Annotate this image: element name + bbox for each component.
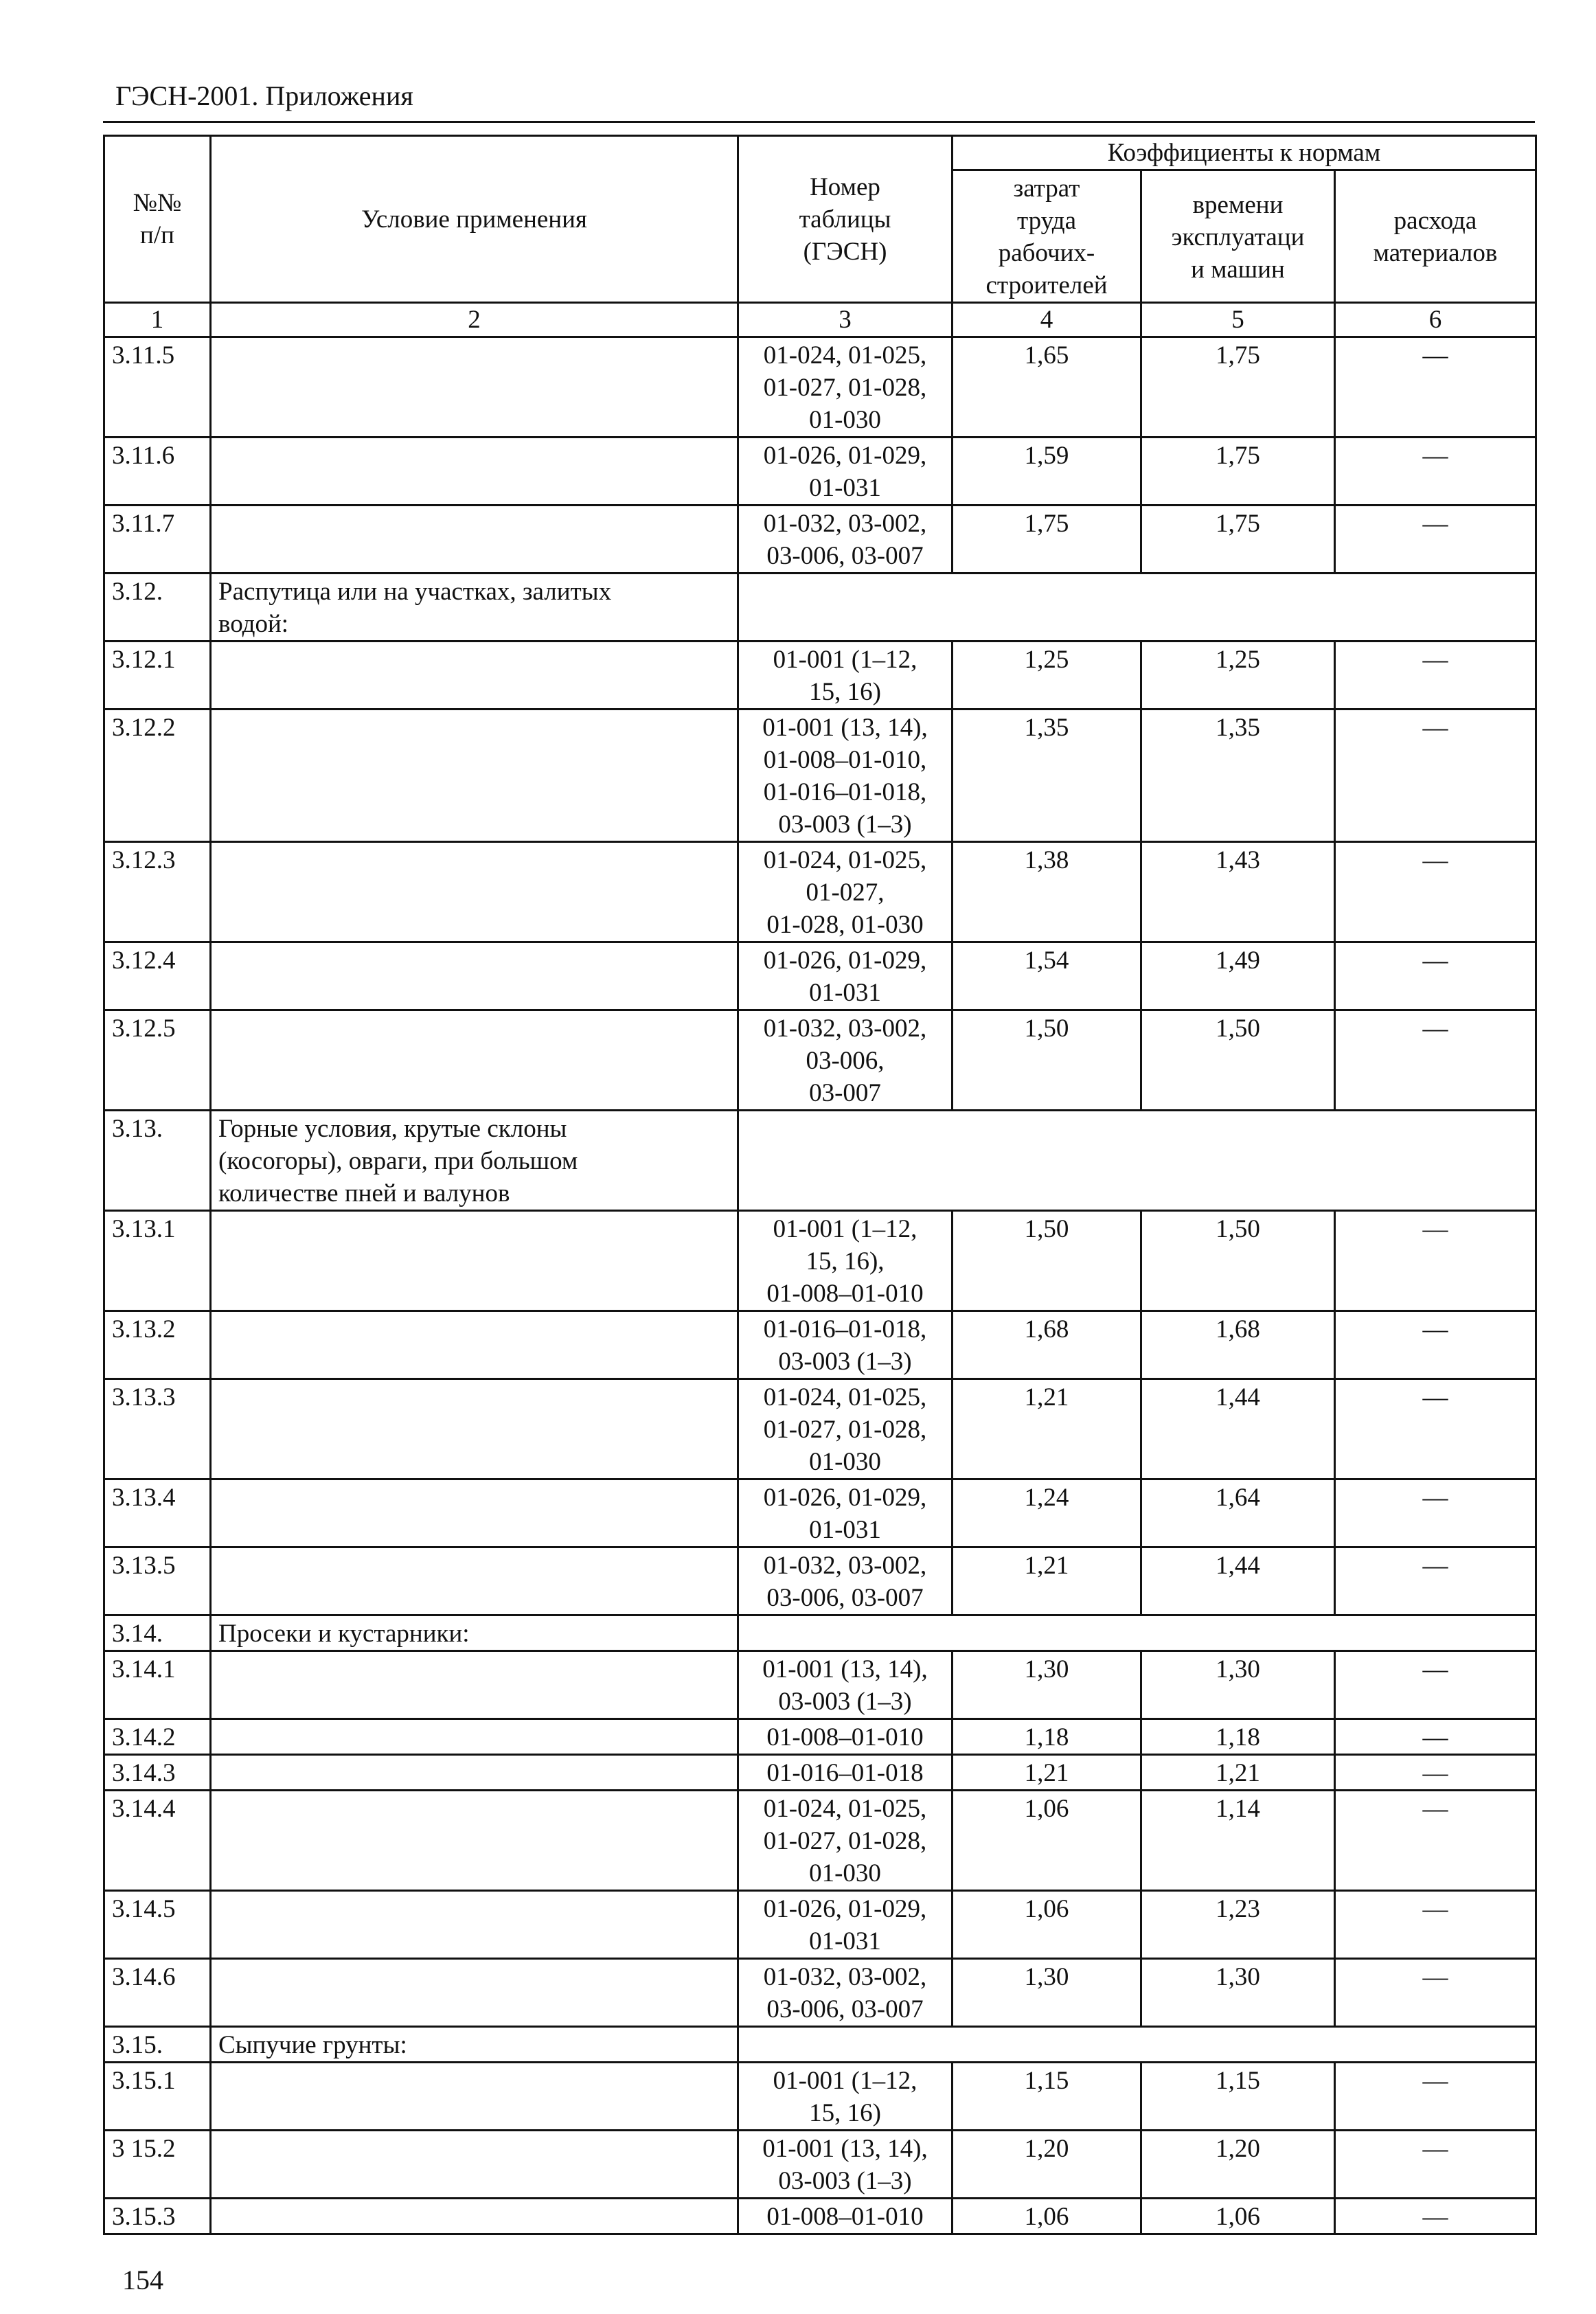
- row-table-numbers: 01-026, 01-029, 01-031: [738, 1479, 953, 1547]
- row-condition: [211, 2131, 738, 2199]
- row-table-numbers: 01-032, 03-002, 03-006, 03-007: [738, 1010, 953, 1111]
- row-condition: [211, 1479, 738, 1547]
- row-coef-machines: 1,25: [1141, 642, 1335, 710]
- header-col-num: №№ п/п: [104, 136, 211, 303]
- header-group-coefficients: Коэффициенты к нормам: [953, 136, 1536, 170]
- row-condition: [211, 1959, 738, 2027]
- row-number: 3.13.4: [104, 1479, 211, 1547]
- coefficients-table: [103, 135, 1537, 2235]
- table-row: [104, 842, 1536, 942]
- row-coef-materials: —: [1335, 1719, 1536, 1755]
- row-coef-labor: 1,54: [953, 942, 1141, 1010]
- section-row: [104, 1615, 1536, 1651]
- row-number: 3.14.3: [104, 1755, 211, 1791]
- page-number: 154: [122, 2265, 163, 2295]
- row-coef-labor: 1,30: [953, 1959, 1141, 2027]
- row-condition: [211, 1891, 738, 1959]
- row-coef-machines: 1,75: [1141, 438, 1335, 506]
- row-table-numbers: 01-032, 03-002, 03-006, 03-007: [738, 1959, 953, 2027]
- table-row: [104, 1547, 1536, 1615]
- table-row: [104, 2063, 1536, 2131]
- table-row: [104, 1379, 1536, 1479]
- row-condition: [211, 1211, 738, 1311]
- row-coef-materials: —: [1335, 1791, 1536, 1891]
- table-row: [104, 1891, 1536, 1959]
- row-condition: [211, 2063, 738, 2131]
- row-coef-machines: 1,68: [1141, 1311, 1335, 1379]
- row-table-numbers: 01-026, 01-029, 01-031: [738, 438, 953, 506]
- row-coef-machines: 1,50: [1141, 1010, 1335, 1111]
- column-number: 4: [953, 303, 1141, 337]
- row-number: 3.14.4: [104, 1791, 211, 1891]
- column-number: 5: [1141, 303, 1335, 337]
- row-coef-labor: 1,21: [953, 1547, 1141, 1615]
- row-table-numbers: 01-001 (13, 14), 01-008–01-010, 01-016–01-018, 03-003 (1–3): [738, 710, 953, 842]
- row-coef-machines: 1,49: [1141, 942, 1335, 1010]
- row-number: 3.13.3: [104, 1379, 211, 1479]
- row-number: 3 15.2: [104, 2131, 211, 2199]
- row-condition: Распутица или на участках, залитых водой:: [211, 574, 738, 642]
- row-table-numbers: 01-024, 01-025, 01-027, 01-028, 01-030: [738, 1791, 953, 1891]
- row-coef-machines: 1,06: [1141, 2199, 1335, 2234]
- row-table-numbers: 01-008–01-010: [738, 2199, 953, 2234]
- row-number: 3.13.1: [104, 1211, 211, 1311]
- section-row: [104, 574, 1536, 642]
- row-condition: [211, 642, 738, 710]
- table-body: [104, 337, 1536, 2234]
- column-number: 6: [1335, 303, 1536, 337]
- header-col-labor: затрат труда рабочих- строителей: [953, 170, 1141, 303]
- table-row: [104, 506, 1536, 574]
- header-column-numbers: [104, 303, 1536, 337]
- row-coef-materials: —: [1335, 710, 1536, 842]
- row-condition: [211, 710, 738, 842]
- section-row: [104, 1111, 1536, 1211]
- row-table-numbers: 01-024, 01-025, 01-027, 01-028, 01-030: [738, 1379, 953, 1479]
- row-coef-labor: 1,38: [953, 842, 1141, 942]
- row-condition: Просеки и кустарники:: [211, 1615, 738, 1651]
- row-condition: [211, 1755, 738, 1791]
- row-coef-materials: —: [1335, 1211, 1536, 1311]
- column-number: 3: [738, 303, 953, 337]
- row-coef-materials: —: [1335, 842, 1536, 942]
- row-coef-materials: —: [1335, 506, 1536, 574]
- row-coef-labor: 1,68: [953, 1311, 1141, 1379]
- row-table-numbers: 01-016–01-018, 03-003 (1–3): [738, 1311, 953, 1379]
- table-row: [104, 2131, 1536, 2199]
- row-table-numbers: 01-032, 03-002, 03-006, 03-007: [738, 506, 953, 574]
- row-coef-materials: —: [1335, 337, 1536, 438]
- table-row: [104, 438, 1536, 506]
- row-number: 3.15.: [104, 2027, 211, 2063]
- row-coef-labor: 1,75: [953, 506, 1141, 574]
- table-header: [104, 136, 1536, 337]
- row-coef-machines: 1,43: [1141, 842, 1335, 942]
- row-coef-materials: —: [1335, 438, 1536, 506]
- table-row: [104, 1719, 1536, 1755]
- row-table-numbers: 01-026, 01-029, 01-031: [738, 942, 953, 1010]
- row-number: 3.13.2: [104, 1311, 211, 1379]
- row-table-numbers: 01-008–01-010: [738, 1719, 953, 1755]
- row-coef-machines: 1,44: [1141, 1379, 1335, 1479]
- row-condition: [211, 1379, 738, 1479]
- table-row: [104, 1479, 1536, 1547]
- table-row: [104, 942, 1536, 1010]
- row-condition: [211, 942, 738, 1010]
- row-number: 3.13.: [104, 1111, 211, 1211]
- column-number: 2: [211, 303, 738, 337]
- row-condition: [211, 1651, 738, 1719]
- row-table-numbers: 01-001 (1–12, 15, 16): [738, 642, 953, 710]
- row-number: 3.11.5: [104, 337, 211, 438]
- row-table-numbers: 01-016–01-018: [738, 1755, 953, 1791]
- row-coef-materials: —: [1335, 1651, 1536, 1719]
- header-col-condition: Условие применения: [211, 136, 738, 303]
- row-coef-materials: —: [1335, 1479, 1536, 1547]
- row-coef-machines: 1,44: [1141, 1547, 1335, 1615]
- row-coef-machines: 1,21: [1141, 1755, 1335, 1791]
- row-number: 3.15.3: [104, 2199, 211, 2234]
- row-condition: Горные условия, крутые склоны (косогоры), овраги, при большом количестве пней и валунов: [211, 1111, 738, 1211]
- row-coef-materials: —: [1335, 2199, 1536, 2234]
- row-table-numbers: 01-001 (13, 14), 03-003 (1–3): [738, 1651, 953, 1719]
- row-number: 3.11.7: [104, 506, 211, 574]
- row-number: 3.15.1: [104, 2063, 211, 2131]
- row-number: 3.14.6: [104, 1959, 211, 2027]
- row-coef-labor: 1,25: [953, 642, 1141, 710]
- header-rule: [103, 121, 1535, 123]
- row-coef-labor: 1,06: [953, 1791, 1141, 1891]
- column-number: 1: [104, 303, 211, 337]
- row-coef-labor: 1,06: [953, 2199, 1141, 2234]
- row-coef-machines: 1,30: [1141, 1959, 1335, 2027]
- row-table-numbers: 01-001 (1–12, 15, 16), 01-008–01-010: [738, 1211, 953, 1311]
- row-condition: [211, 506, 738, 574]
- table-row: [104, 1211, 1536, 1311]
- row-number: 3.14.2: [104, 1719, 211, 1755]
- row-coef-labor: 1,65: [953, 337, 1141, 438]
- row-coef-materials: —: [1335, 1891, 1536, 1959]
- row-coef-labor: 1,20: [953, 2131, 1141, 2199]
- table-row: [104, 1959, 1536, 2027]
- row-section-blank: [738, 2027, 1536, 2063]
- table-row: [104, 1311, 1536, 1379]
- row-number: 3.12.5: [104, 1010, 211, 1111]
- row-coef-labor: 1,30: [953, 1651, 1141, 1719]
- row-coef-materials: —: [1335, 642, 1536, 710]
- row-number: 3.12.1: [104, 642, 211, 710]
- row-section-blank: [738, 1615, 1536, 1651]
- row-section-blank: [738, 574, 1536, 642]
- row-condition: [211, 1311, 738, 1379]
- row-condition: [211, 2199, 738, 2234]
- row-table-numbers: 01-001 (1–12, 15, 16): [738, 2063, 953, 2131]
- row-condition: [211, 438, 738, 506]
- table-row: [104, 1651, 1536, 1719]
- row-number: 3.12.3: [104, 842, 211, 942]
- row-coef-labor: 1,59: [953, 438, 1141, 506]
- row-condition: [211, 842, 738, 942]
- row-condition: [211, 1010, 738, 1111]
- row-number: 3.14.5: [104, 1891, 211, 1959]
- row-coef-machines: 1,35: [1141, 710, 1335, 842]
- row-number: 3.14.: [104, 1615, 211, 1651]
- table-row: [104, 2199, 1536, 2234]
- table-row: [104, 1791, 1536, 1891]
- row-number: 3.13.5: [104, 1547, 211, 1615]
- row-coef-labor: 1,18: [953, 1719, 1141, 1755]
- row-coef-machines: 1,30: [1141, 1651, 1335, 1719]
- row-condition: [211, 1547, 738, 1615]
- table-row: [104, 337, 1536, 438]
- row-coef-labor: 1,06: [953, 1891, 1141, 1959]
- row-coef-materials: —: [1335, 942, 1536, 1010]
- running-header: ГЭСН-2001. Приложения: [115, 80, 413, 111]
- row-coef-labor: 1,15: [953, 2063, 1141, 2131]
- section-row: [104, 2027, 1536, 2063]
- row-coef-labor: 1,21: [953, 1379, 1141, 1479]
- row-coef-labor: 1,50: [953, 1010, 1141, 1111]
- row-coef-labor: 1,24: [953, 1479, 1141, 1547]
- row-number: 3.14.1: [104, 1651, 211, 1719]
- row-table-numbers: 01-026, 01-029, 01-031: [738, 1891, 953, 1959]
- row-table-numbers: 01-024, 01-025, 01-027, 01-028, 01-030: [738, 337, 953, 438]
- row-table-numbers: 01-032, 03-002, 03-006, 03-007: [738, 1547, 953, 1615]
- row-coef-machines: 1,18: [1141, 1719, 1335, 1755]
- row-number: 3.12.2: [104, 710, 211, 842]
- header-col-table-number: Номер таблицы (ГЭСН): [738, 136, 953, 303]
- row-coef-machines: 1,50: [1141, 1211, 1335, 1311]
- row-coef-machines: 1,14: [1141, 1791, 1335, 1891]
- row-number: 3.11.6: [104, 438, 211, 506]
- row-coef-materials: —: [1335, 1547, 1536, 1615]
- row-coef-machines: 1,15: [1141, 2063, 1335, 2131]
- row-coef-labor: 1,50: [953, 1211, 1141, 1311]
- row-table-numbers: 01-001 (13, 14), 03-003 (1–3): [738, 2131, 953, 2199]
- row-condition: [211, 1791, 738, 1891]
- table-row: [104, 1010, 1536, 1111]
- row-coef-materials: —: [1335, 1379, 1536, 1479]
- row-coef-materials: —: [1335, 1010, 1536, 1111]
- row-condition: [211, 1719, 738, 1755]
- row-coef-machines: 1,20: [1141, 2131, 1335, 2199]
- row-number: 3.12.4: [104, 942, 211, 1010]
- table-row: [104, 642, 1536, 710]
- row-condition: Сыпучие грунты:: [211, 2027, 738, 2063]
- row-coef-materials: —: [1335, 2063, 1536, 2131]
- row-coef-machines: 1,75: [1141, 506, 1335, 574]
- header-col-materials: расхода материалов: [1335, 170, 1536, 303]
- table-row: [104, 1755, 1536, 1791]
- row-table-numbers: 01-024, 01-025, 01-027, 01-028, 01-030: [738, 842, 953, 942]
- row-coef-materials: —: [1335, 2131, 1536, 2199]
- row-section-blank: [738, 1111, 1536, 1211]
- row-coef-materials: —: [1335, 1311, 1536, 1379]
- row-coef-labor: 1,35: [953, 710, 1141, 842]
- header-col-machines: времени эксплуатаци и машин: [1141, 170, 1335, 303]
- row-coef-machines: 1,23: [1141, 1891, 1335, 1959]
- row-condition: [211, 337, 738, 438]
- row-coef-materials: —: [1335, 1959, 1536, 2027]
- row-coef-materials: —: [1335, 1755, 1536, 1791]
- row-coef-machines: 1,75: [1141, 337, 1335, 438]
- table-row: [104, 710, 1536, 842]
- row-coef-machines: 1,64: [1141, 1479, 1335, 1547]
- row-number: 3.12.: [104, 574, 211, 642]
- row-coef-labor: 1,21: [953, 1755, 1141, 1791]
